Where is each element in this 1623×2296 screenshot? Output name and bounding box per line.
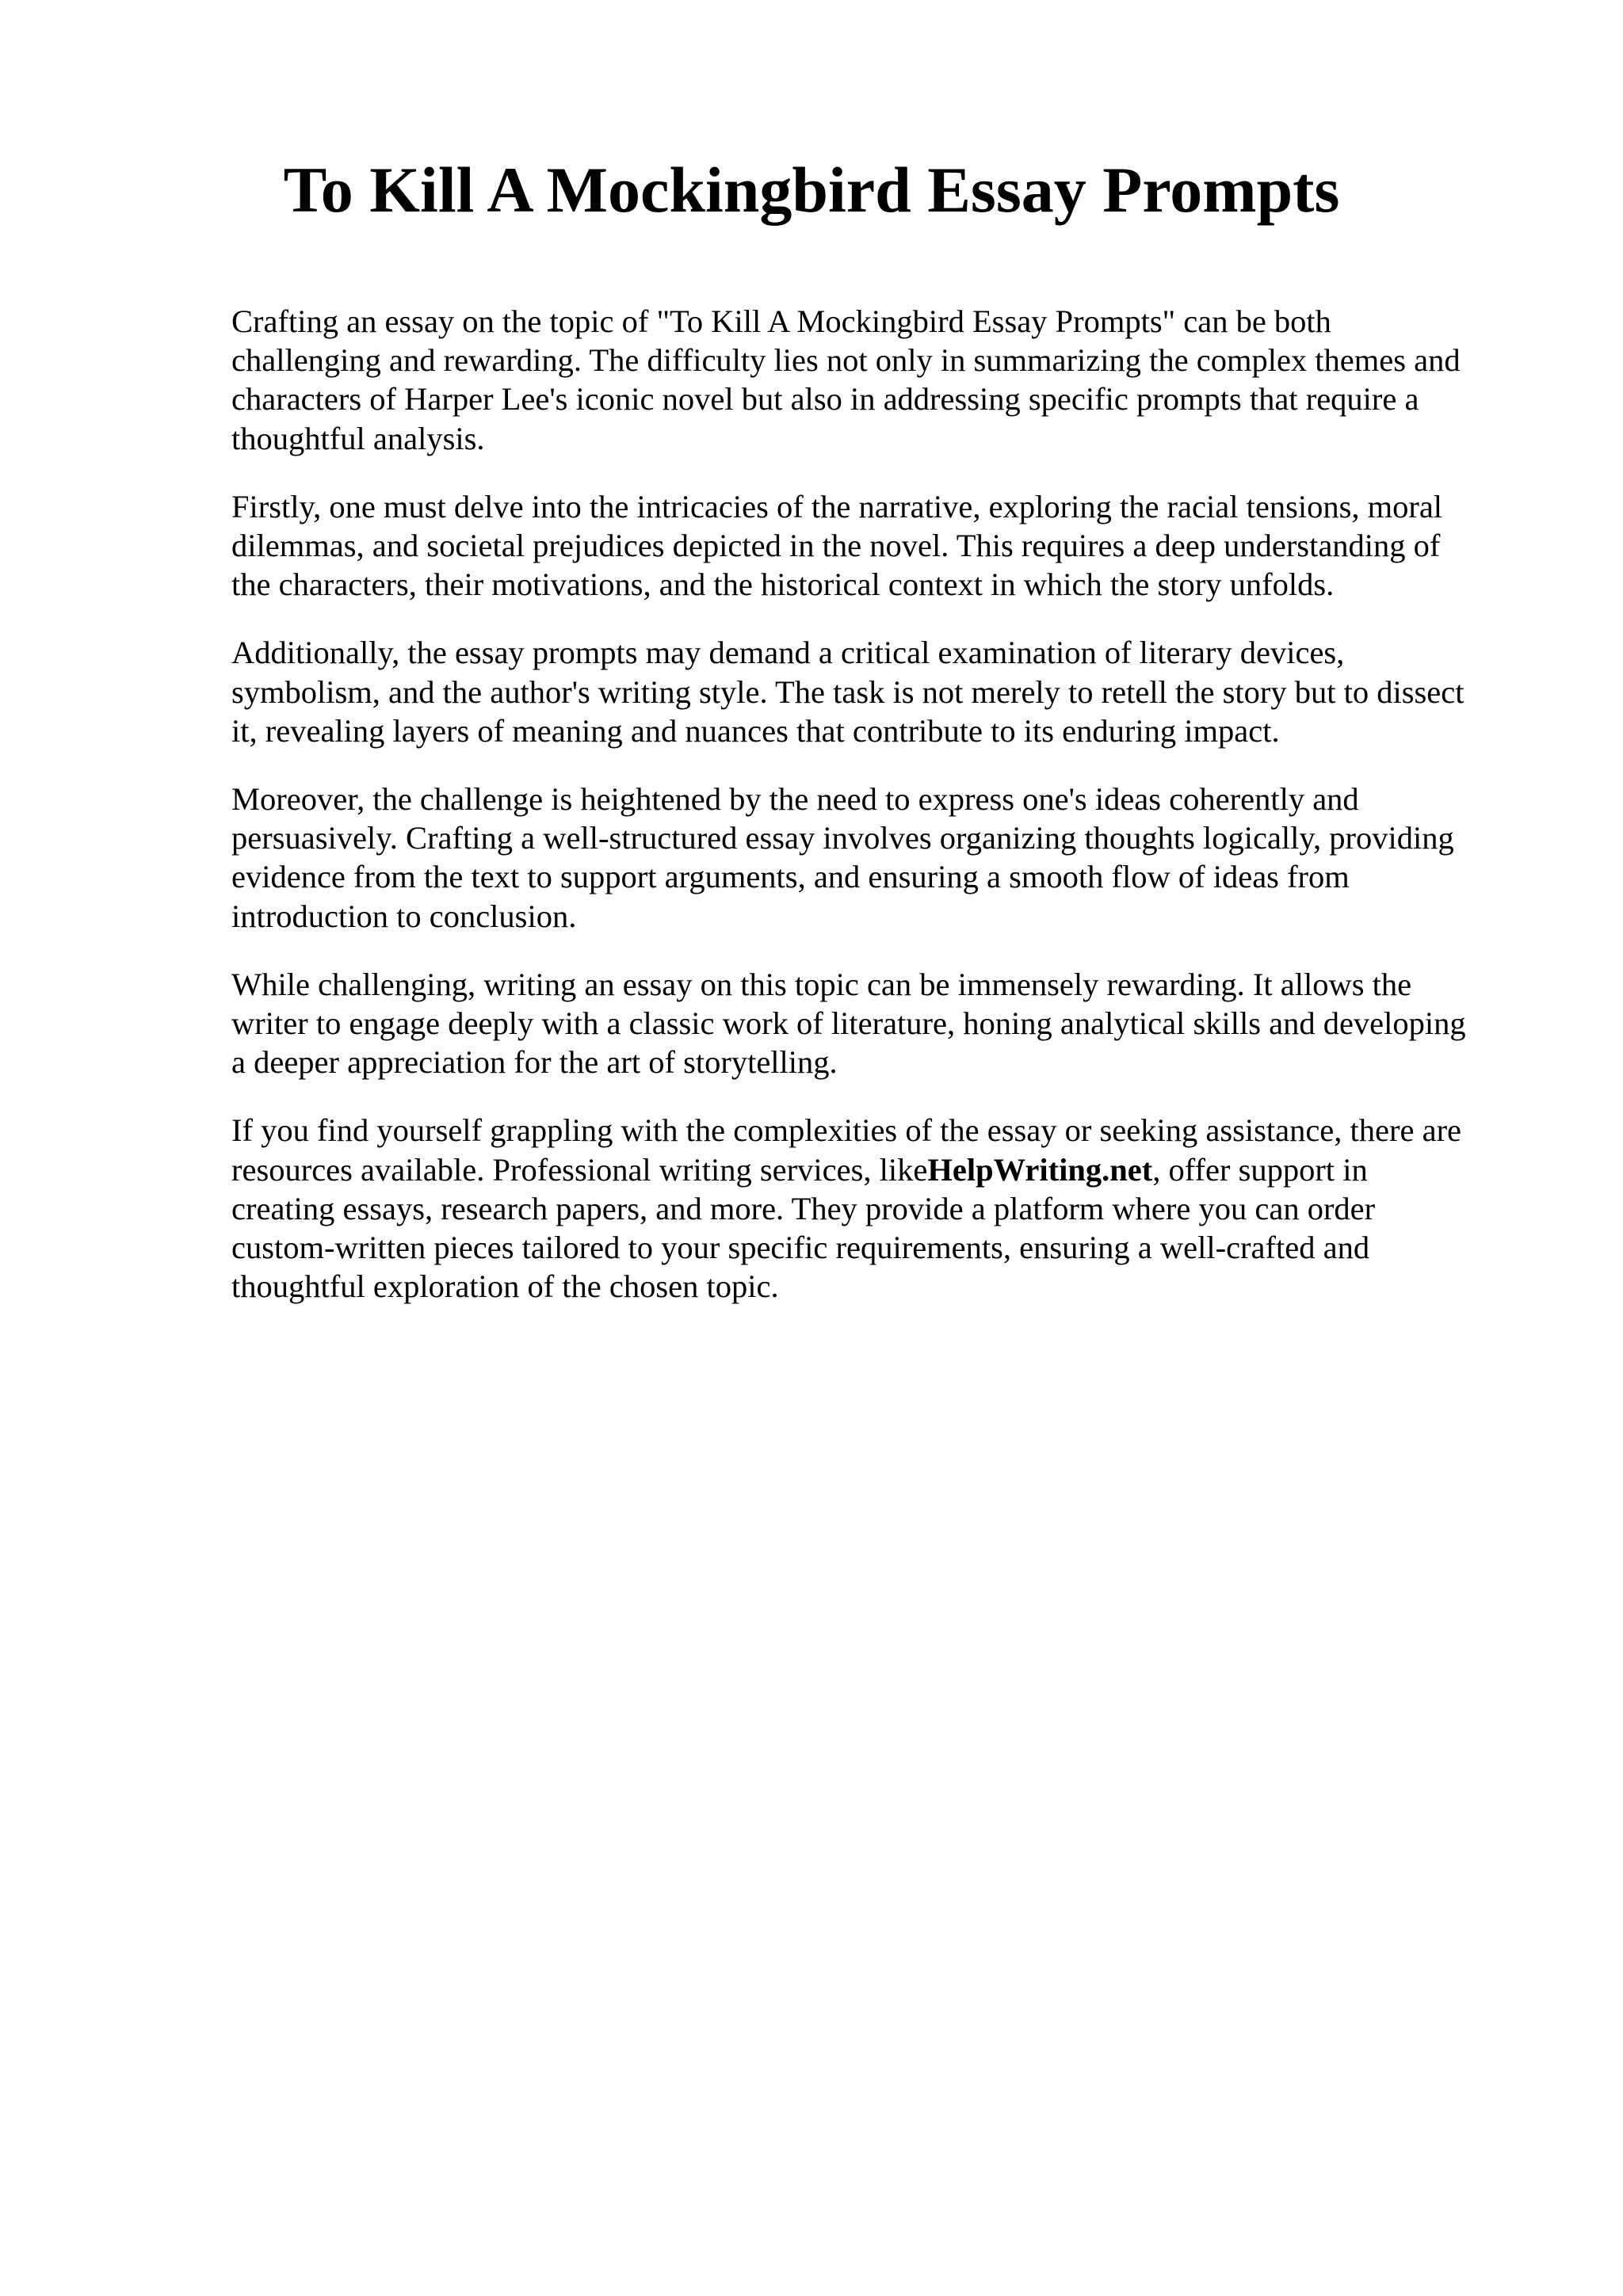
paragraph-4	[231, 780, 1515, 936]
text-line: Crafting an essay on the topic of "To Kill A Mockingbird Essay Prompts" can be both	[231, 303, 1331, 339]
text-line: writer to engage deeply with a classic work of literature, honing analytical skills and developing	[231, 1005, 1466, 1042]
text-line: evidence from the text to support arguments, and ensuring a smooth flow of ideas from	[231, 859, 1350, 895]
paragraph-3	[231, 633, 1515, 750]
text-line: Firstly, one must delve into the intricacies of the narrative, exploring the racial tensions, moral	[231, 488, 1443, 524]
text-line-with-link	[231, 1150, 1515, 1189]
text-line: Additionally, the essay prompts may demand a critical examination of literary devices,	[231, 635, 1345, 671]
text-line: a deeper appreciation for the art of storytelling.	[231, 1044, 838, 1081]
text-line: thoughtful analysis.	[231, 420, 485, 456]
text-line: the characters, their motivations, and the historical context in which the story unfolds.	[231, 566, 1335, 603]
text-line: While challenging, writing an essay on this topic can be immensely rewarding. It allows the	[231, 966, 1412, 1002]
text-line: challenging and rewarding. The difficulty lies not only in summarizing the complex themes and	[231, 342, 1461, 379]
text-line: dilemmas, and societal prejudices depicted in the novel. This requires a deep understanding of	[231, 528, 1441, 564]
text-after-link: , offer support in	[1152, 1151, 1368, 1188]
text-line: it, revealing layers of meaning and nuances that contribute to its enduring impact.	[231, 712, 1280, 749]
text-before-link: resources available. Professional writing services, like	[231, 1151, 928, 1188]
text-line: creating essays, research papers, and more. They provide a platform where you can order	[231, 1190, 1376, 1226]
text-line: symbolism, and the author's writing style. The task is not merely to retell the story but to dissect	[231, 673, 1465, 710]
paragraph-5	[231, 965, 1515, 1082]
document-title: To Kill A Mockingbird Essay Prompts	[283, 154, 1340, 226]
text-line: characters of Harper Lee's iconic novel but also in addressing specific prompts that require a	[231, 381, 1419, 418]
paragraph-1	[231, 302, 1515, 458]
text-line: thoughtful exploration of the chosen topic.	[231, 1268, 779, 1305]
helpwriting-link[interactable]: HelpWriting.net	[927, 1151, 1153, 1188]
text-line: Moreover, the challenge is heightened by the need to express one's ideas coherently and	[231, 781, 1359, 818]
paragraph-2	[231, 487, 1515, 605]
text-line: introduction to conclusion.	[231, 898, 577, 934]
paragraph-6	[231, 1111, 1515, 1306]
text-line: custom-written pieces tailored to your specific requirements, ensuring a well-crafted and	[231, 1230, 1370, 1266]
text-line: If you find yourself grappling with the complexities of the essay or seeking assistance, there are	[231, 1112, 1462, 1149]
document-body	[231, 302, 1515, 1335]
text-line: persuasively. Crafting a well-structured essay involves organizing thoughts logically, providing	[231, 820, 1454, 856]
